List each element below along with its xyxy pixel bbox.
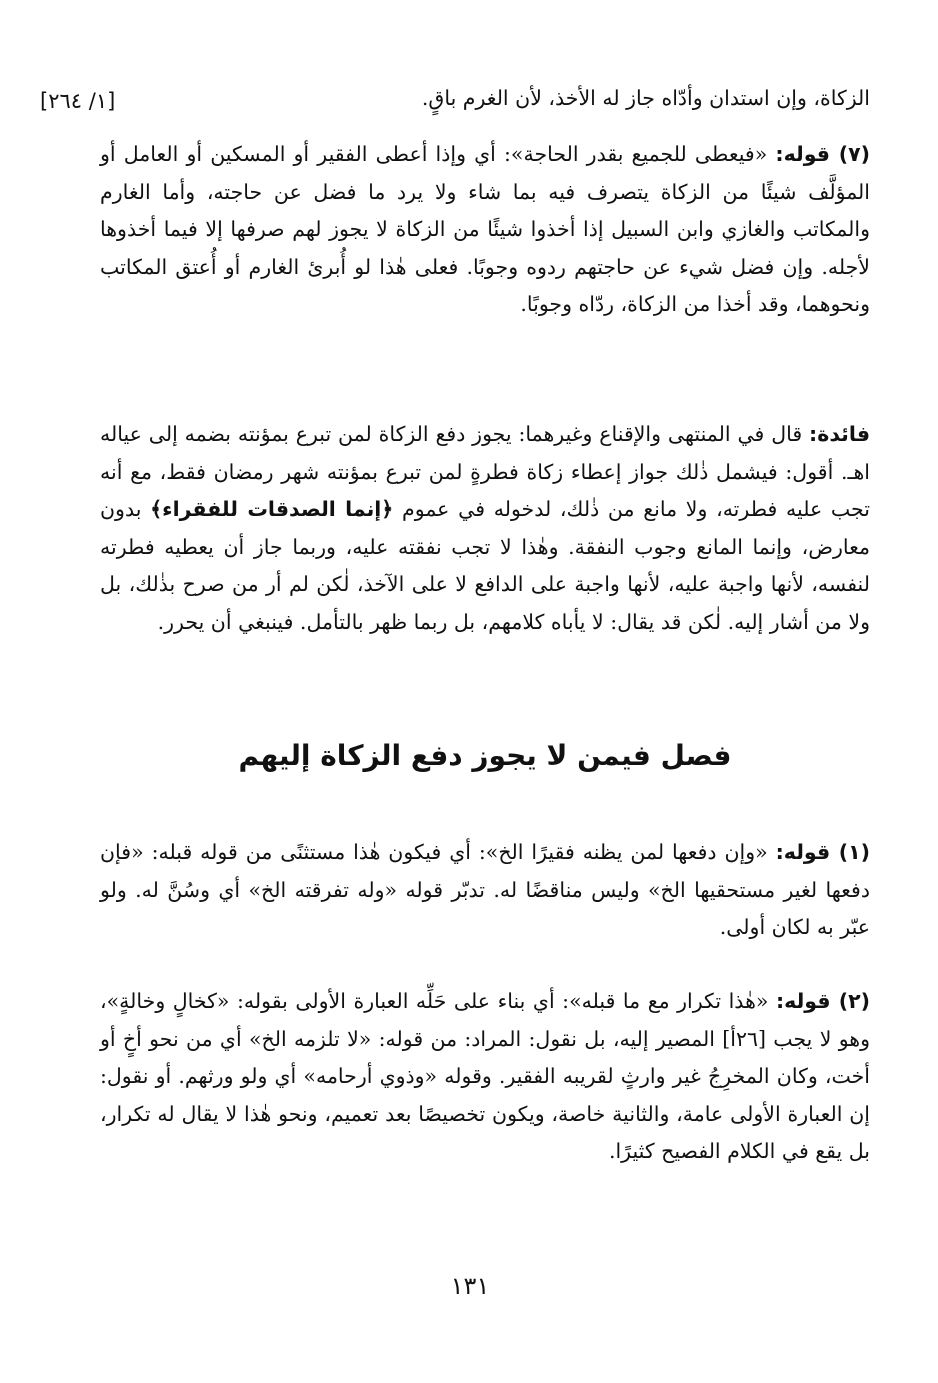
paragraph-7-text: «فيعطى للجميع بقدر الحاجة»: أي وإذا أعطى الفقير أو المسكين أو العامل أو المؤلَّف شيئًا من الزكاة يتصرف فيه بما شاء ولا يرد ما فضل عن حاجته، وأما الغارم والمكاتب والغازي وابن السبيل إذا أخذوا شيئًا من الزكاة لا يجوز لهم صرفها إلا فيما أخذوها لأجله. وإن فضل شيء عن حاجتهم ردوه وجوبًا. فعلى هٰذا لو أُبرئ الغارم أو أُعتق المكاتب ونحوهما، وقد أخذا من الزكاة، ردّاه وجوبًا. xyxy=(100,142,870,316)
benefit-text-part-1: قال في المنتهى والإقناع وغيرهما: يجوز دفع الزكاة لمن تبرع بمؤنته بضمه إلى عياله اهـ. أقول: فيشمل ذٰلك جواز إعطاء زكاة فطرةٍ لمن تبرع بمؤنته شهر رمضان فقط، مع أنه تجب عليه فطرته، ولا مانع من ذٰلك، لدخوله في عموم xyxy=(100,422,871,521)
quran-quote: ﴿إنما الصدقات للفقراء﴾ xyxy=(150,497,394,521)
paragraph-7 xyxy=(100,136,870,324)
paragraph-2 xyxy=(100,983,870,1171)
paragraph-2-text: «هٰذا تكرار مع ما قبله»: أي بناء على حَلِّه العبارة الأولى بقوله: «كخالٍ وخالةٍ»، وهو لا يجب [٢٦أ] المصير إليه، بل نقول: المراد: من قوله: «لا تلزمه الخ» أي من نحو أخٍ أو أخت، وكان المخرِجُ غير وارثٍ لقريبه الفقير. وقوله «وذوي أرحامه» أي ولو ورثهم. أو نقول: إن العبارة الأولى عامة، والثانية خاصة، ويكون تخصيصًا بعد تعميم، ونحو هٰذا لا يقال له تكرار، بل يقع في الكلام الفصيح كثيرًا. xyxy=(100,989,871,1163)
paragraph-1 xyxy=(100,834,870,947)
section-heading: فصل فيمن لا يجوز دفع الزكاة إليهم xyxy=(238,739,732,772)
page-reference: [١/ ٢٦٤] xyxy=(40,89,116,113)
benefit-paragraph xyxy=(100,416,870,641)
paragraph-1-text: «وإن دفعها لمن يظنه فقيرًا الخ»: أي فيكون هٰذا مستثنًى من قوله قبله: «فإن دفعها لغير مستحقيها الخ» وليس مناقضًا له. تدبّر قوله «وله تفرقته الخ» أي وسُنَّ له. ولو عبّر به لكان أولى. xyxy=(100,840,870,939)
paragraph-2-label: (٢) قوله: xyxy=(775,989,870,1013)
paragraph-7-label: (٧) قوله: xyxy=(775,142,870,166)
paragraph-1-label: (١) قوله: xyxy=(775,840,870,864)
page-number: ١٣١ xyxy=(450,1272,490,1300)
benefit-text-part-2: بدون معارض، وإنما المانع وجوب النفقة. وهٰذا لا تجب نفقته عليه، وربما جاز أن يعطيه فطرته لنفسه، لأنها واجبة عليه، لأنها واجبة على الدافع لا على الآخذ، لٰكن لم أر من صرح بذٰلك، بل ولا من أشار إليه. لٰكن قد يقال: لا يأباه كلامهم، بل ربما ظهر بالتأمل. فينبغي أن يحرر. xyxy=(100,497,870,634)
benefit-label: فائدة: xyxy=(809,422,870,446)
continuation-line: الزكاة، وإن استدان وأدّاه جاز له الأخذ، لأن الغرم باقٍ. xyxy=(421,86,870,110)
